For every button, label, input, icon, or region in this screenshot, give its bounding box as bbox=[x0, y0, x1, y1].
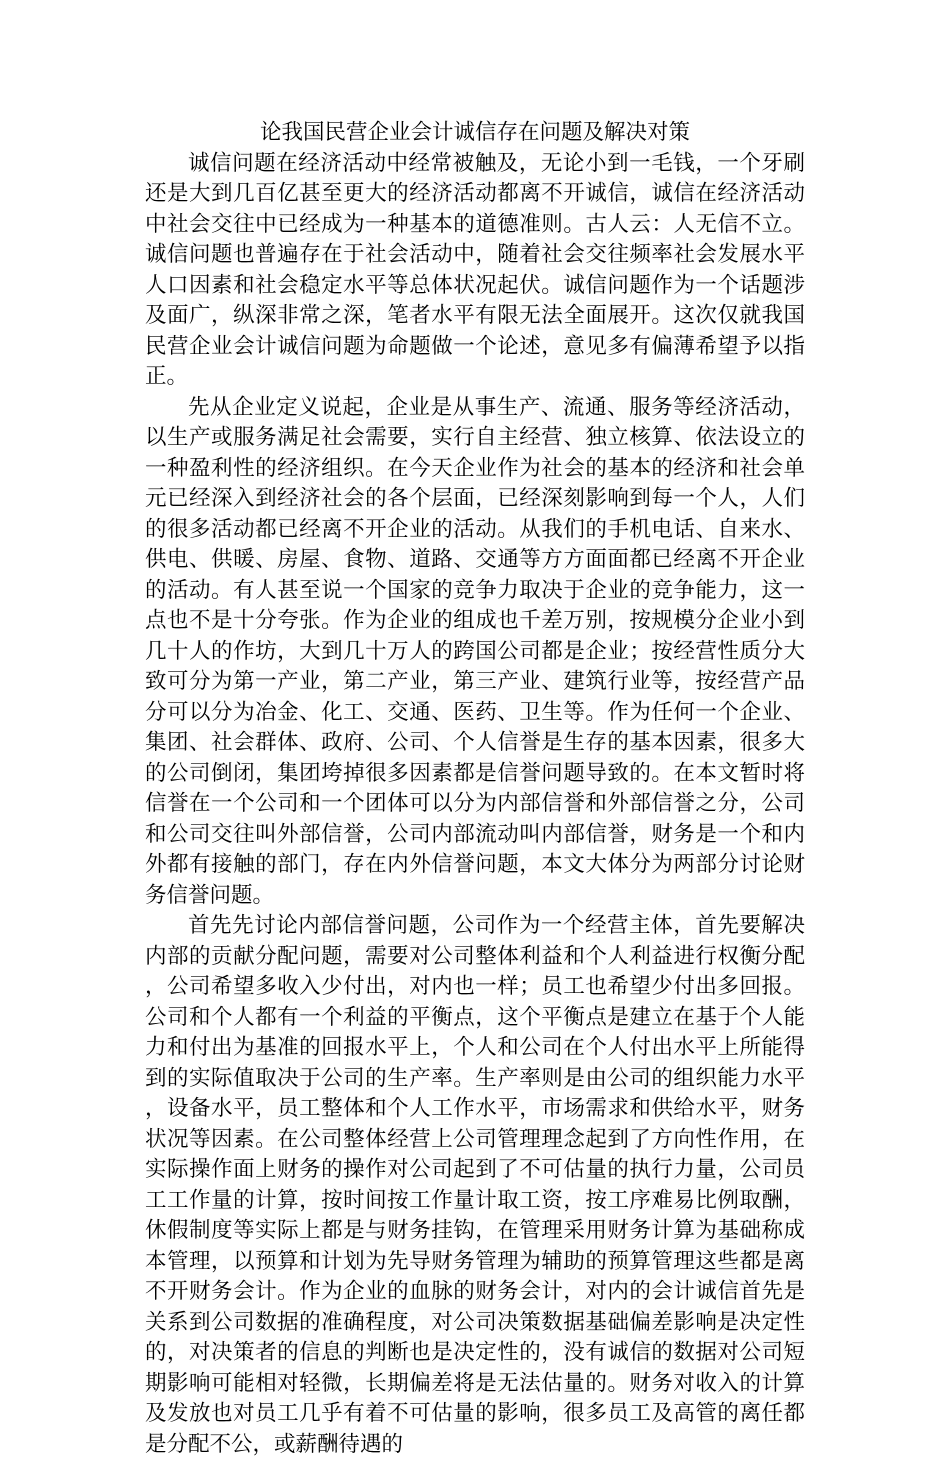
document-body bbox=[145, 118, 805, 1460]
paragraph-enterprise-definition: 先从企业定义说起，企业是从事生产、流通、服务等经济活动，以生产或服务满足社会需要，实行自主经营、独立核算、依法设立的一种盈利性的经济组织。在今天企业作为社会的基本的经济和社会单元已经深入到经济社会的各个层面，已经深刻影响到每一个人，人们的很多活动都已经离不开企业的活动。从我们的手机电话、自来水、供电、供暖、房屋、食物、道路、交通等方方面面都已经离不开企业的活动。有人甚至说一个国家的竞争力取决于企业的竞争能力，这一点也不是十分夸张。作为企业的组成也千差万别，按规模分企业小到几十人的作坊，大到几十万人的跨国公司都是企业；按经营性质分大致可分为第一产业，第二产业，第三产业、建筑行业等，按经营产品分可以分为冶金、化工、交通、医药、卫生等。作为任何一个企业、集团、社会群体、政府、公司、个人信誉是生存的基本因素，很多大的公司倒闭，集团垮掉很多因素都是信誉问题导致的。在本文暂时将信誉在一个公司和一个团体可以分为内部信誉和外部信誉之分，公司和公司交往叫外部信誉，公司内部流动叫内部信誉，财务是一个和内外都有接触的部门，存在内外信誉问题，本文大体分为两部分讨论财务信誉问题。 bbox=[145, 394, 805, 908]
document-title: 论我国民营企业会计诚信存在问题及解决对策 bbox=[259, 120, 690, 145]
paragraph-intro: 诚信问题在经济活动中经常被触及，无论小到一毛钱，一个牙刷还是大到几百亿甚至更大的经济活动都离不开诚信，诚信在经济活动中社会交往中已经成为一种基本的道德准则。古人云：人无信不立。诚信问题也普遍存在于社会活动中，随着社会交往频率社会发展水平人口因素和社会稳定水平等总体状况起伏。诚信问题作为一个话题涉及面广，纵深非常之深，笔者水平有限无法全面展开。这次仅就我国民营企业会计诚信问题为命题做一个论述，意见多有偏薄希望予以指正。 bbox=[145, 150, 805, 389]
paragraph-internal-credibility: 首先先讨论内部信誉问题，公司作为一个经营主体，首先要解决内部的贡献分配问题，需要对公司整体利益和个人利益进行权衡分配，公司希望多收入少付出，对内也一样；员工也希望少付出多回报。公司和个人都有一个利益的平衡点，这个平衡点是建立在基于个人能力和付出为基准的回报水平上，个人和公司在个人付出水平上所能得到的实际值取决于公司的生产率。生产率则是由公司的组织能力水平，设备水平，员工整体和个人工作水平，市场需求和供给水平，财务状况等因素。在公司整体经营上公司管理理念起到了方向性作用，在实际操作面上财务的操作对公司起到了不可估量的执行力量，公司员工工作量的计算，按时间按工作量计取工资，按工序难易比例取酬，休假制度等实际上都是与财务挂钩，在管理采用财务计算为基础称成本管理，以预算和计划为先导财务管理为辅助的预算管理这些都是离不开财务会计。作为企业的血脉的财务会计，对内的会计诚信首先是关系到公司数据的准确程度，对公司决策数据基础偏差影响是决定性的，对决策者的信息的判断也是决定性的，没有诚信的数据对公司短期影响可能相对轻微，长期偏差将是无法估量的。财务对收入的计算及发放也对员工几乎有着不可估量的影响，很多员工及高管的离任都是分配不公，或薪酬待遇的 bbox=[145, 913, 805, 1457]
